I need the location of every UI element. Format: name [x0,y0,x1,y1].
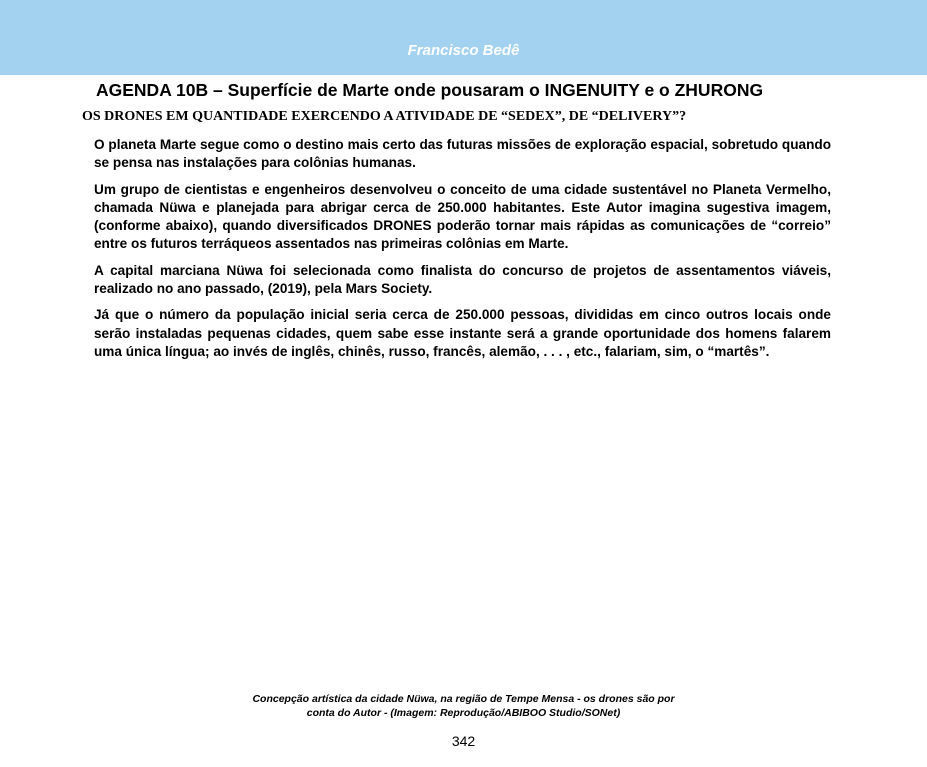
paragraph-4: Já que o número da população inicial seria cerca de 250.000 pessoas, divididas em cinco outros locais onde serão instaladas pequenas cidades, quem sabe esse instante será a grande oportunidade dos homens falarem uma única língua; ao invés de inglês, chinês, russo, francês, alemão, . . . , etc., falariam, sim, o “martês”. [94,307,831,359]
page-number: 342 [451,733,476,749]
header-band [0,0,927,75]
page-title: AGENDA 10B – Superfície de Marte onde pousaram o INGENUITY e o ZHURONG [96,80,764,100]
page-subtitle: OS DRONES EM QUANTIDADE EXERCENDO A ATIVIDADE DE “SEDEX”, DE “DELIVERY”? [82,109,687,124]
paragraph-2: Um grupo de cientistas e engenheiros desenvolveu o conceito de uma cidade sustentável no Planeta Vermelho, chamada Nüwa e planejada para abrigar cerca de 250.000 habitantes. Este Autor imagina sugestiva imagem, (conforme abaixo), quando diversificados DRONES poderão tornar mais rápidas as comunicações de “correio” entre os futuros terráqueos assentados nas primeiras colônias em Marte. [94,181,831,252]
author-name: Francisco Bedê [407,42,520,59]
paragraph-1: O planeta Marte segue como o destino mais certo das futuras missões de exploração espacial, sobretudo quando se pensa nas instalações para colônias humanas. [94,137,831,171]
article-body [94,136,831,369]
image-caption [220,693,707,720]
caption-line-2: conta do Autor - (Imagem: Reprodução/ABIBOO Studio/SONet) [306,706,621,719]
caption-line-1: Concepção artística da cidade Nüwa, na região de Tempe Mensa - os drones são por [252,693,675,705]
paragraph-3: A capital marciana Nüwa foi selecionada como finalista do concurso de projetos de assentamentos viáveis, realizado no ano passado, (2019), pela Mars Society. [94,262,831,297]
